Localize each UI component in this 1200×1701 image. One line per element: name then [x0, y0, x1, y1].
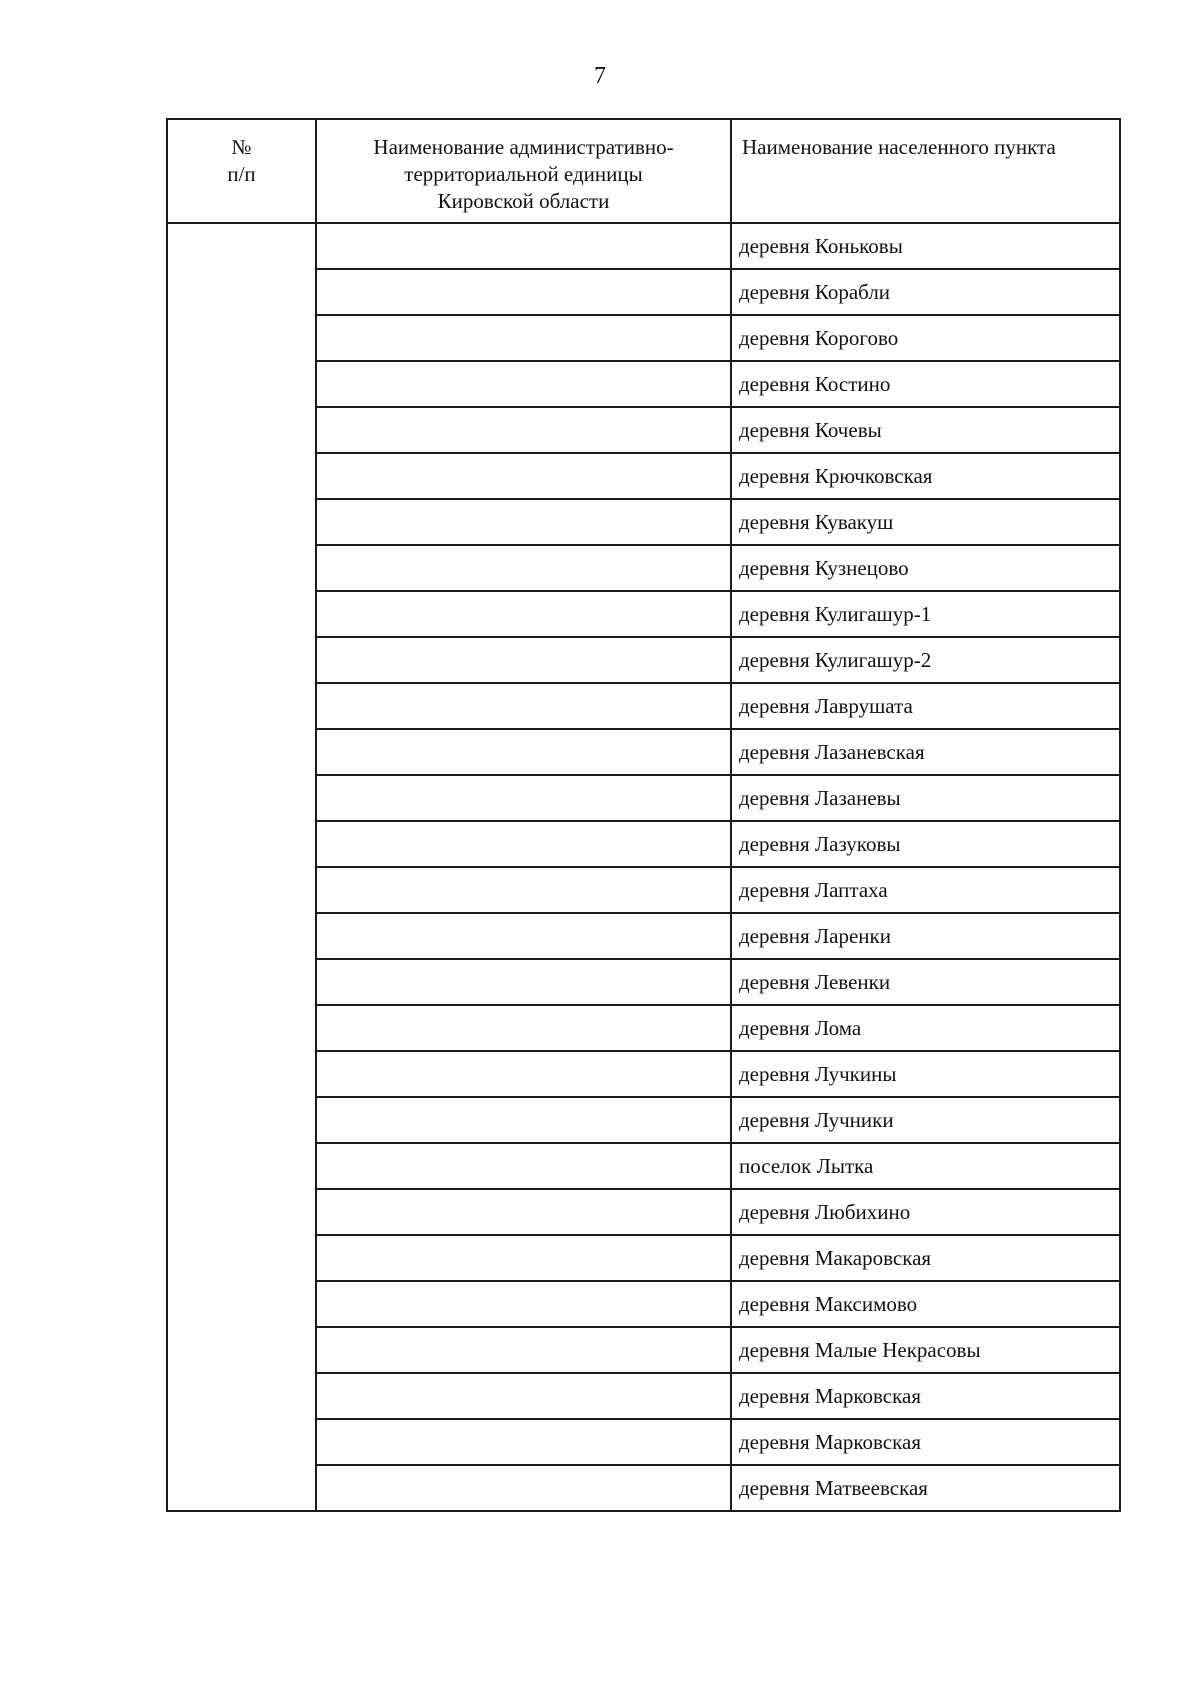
cell-admin-unit	[316, 1097, 731, 1143]
cell-settlement-name: деревня Крючковская	[731, 453, 1120, 499]
cell-settlement-name: деревня Кулигашур-1	[731, 591, 1120, 637]
cell-admin-unit	[316, 729, 731, 775]
cell-settlement-name: деревня Лаврушата	[731, 683, 1120, 729]
cell-settlement-name: деревня Лазаневы	[731, 775, 1120, 821]
cell-settlement-name: деревня Любихино	[731, 1189, 1120, 1235]
cell-settlement-name: деревня Лазуковы	[731, 821, 1120, 867]
header-admin-unit	[316, 119, 731, 223]
cell-admin-unit	[316, 223, 731, 269]
header-admin-unit-line-2: территориальной единицы	[404, 162, 643, 186]
cell-admin-unit	[316, 1465, 731, 1511]
cell-admin-unit	[316, 1005, 731, 1051]
cell-admin-unit	[316, 1281, 731, 1327]
cell-settlement-name: деревня Марковская	[731, 1419, 1120, 1465]
cell-settlement-name: деревня Макаровская	[731, 1235, 1120, 1281]
cell-admin-unit	[316, 361, 731, 407]
cell-settlement-name: деревня Кочевы	[731, 407, 1120, 453]
cell-settlement-name: деревня Марковская	[731, 1373, 1120, 1419]
page-number: 7	[594, 63, 606, 89]
table-body	[167, 223, 1120, 1511]
cell-settlement-name: деревня Лазаневская	[731, 729, 1120, 775]
cell-settlement-name: деревня Ларенки	[731, 913, 1120, 959]
cell-admin-unit	[316, 453, 731, 499]
cell-settlement-name: деревня Коньковы	[731, 223, 1120, 269]
cell-number	[167, 223, 316, 1511]
cell-settlement-name: деревня Лучники	[731, 1097, 1120, 1143]
cell-admin-unit	[316, 1327, 731, 1373]
header-number-line-1: №	[231, 135, 252, 159]
header-number	[167, 119, 316, 223]
cell-settlement-name: деревня Кузнецово	[731, 545, 1120, 591]
cell-settlement-name: деревня Корабли	[731, 269, 1120, 315]
cell-admin-unit	[316, 1419, 731, 1465]
header-settlement-line-1: Наименование населенного пункта	[742, 135, 1056, 159]
cell-admin-unit	[316, 499, 731, 545]
table-row	[167, 223, 1120, 269]
cell-settlement-name: деревня Малые Некрасовы	[731, 1327, 1120, 1373]
cell-admin-unit	[316, 1051, 731, 1097]
header-admin-unit-line-1: Наименование административно-	[373, 135, 674, 159]
cell-settlement-name: деревня Костино	[731, 361, 1120, 407]
cell-admin-unit	[316, 637, 731, 683]
cell-admin-unit	[316, 959, 731, 1005]
cell-admin-unit	[316, 1373, 731, 1419]
cell-admin-unit	[316, 591, 731, 637]
cell-admin-unit	[316, 545, 731, 591]
cell-admin-unit	[316, 269, 731, 315]
header-settlement	[731, 119, 1120, 223]
cell-settlement-name: деревня Максимово	[731, 1281, 1120, 1327]
cell-admin-unit	[316, 913, 731, 959]
cell-settlement-name: деревня Кувакуш	[731, 499, 1120, 545]
table-header-row	[167, 119, 1120, 223]
cell-settlement-name: поселок Лытка	[731, 1143, 1120, 1189]
settlements-table	[166, 118, 1121, 1512]
cell-settlement-name: деревня Корогово	[731, 315, 1120, 361]
cell-admin-unit	[316, 315, 731, 361]
cell-admin-unit	[316, 1189, 731, 1235]
cell-admin-unit	[316, 407, 731, 453]
cell-admin-unit	[316, 1143, 731, 1189]
cell-settlement-name: деревня Лома	[731, 1005, 1120, 1051]
cell-settlement-name: деревня Лаптаха	[731, 867, 1120, 913]
cell-admin-unit	[316, 821, 731, 867]
cell-settlement-name: деревня Левенки	[731, 959, 1120, 1005]
cell-settlement-name: деревня Матвеевская	[731, 1465, 1120, 1511]
cell-admin-unit	[316, 683, 731, 729]
header-admin-unit-line-3: Кировской области	[437, 189, 610, 213]
cell-admin-unit	[316, 867, 731, 913]
cell-admin-unit	[316, 1235, 731, 1281]
cell-settlement-name: деревня Кулигашур-2	[731, 637, 1120, 683]
cell-settlement-name: деревня Лучкины	[731, 1051, 1120, 1097]
header-number-line-2: п/п	[227, 162, 256, 186]
cell-admin-unit	[316, 775, 731, 821]
